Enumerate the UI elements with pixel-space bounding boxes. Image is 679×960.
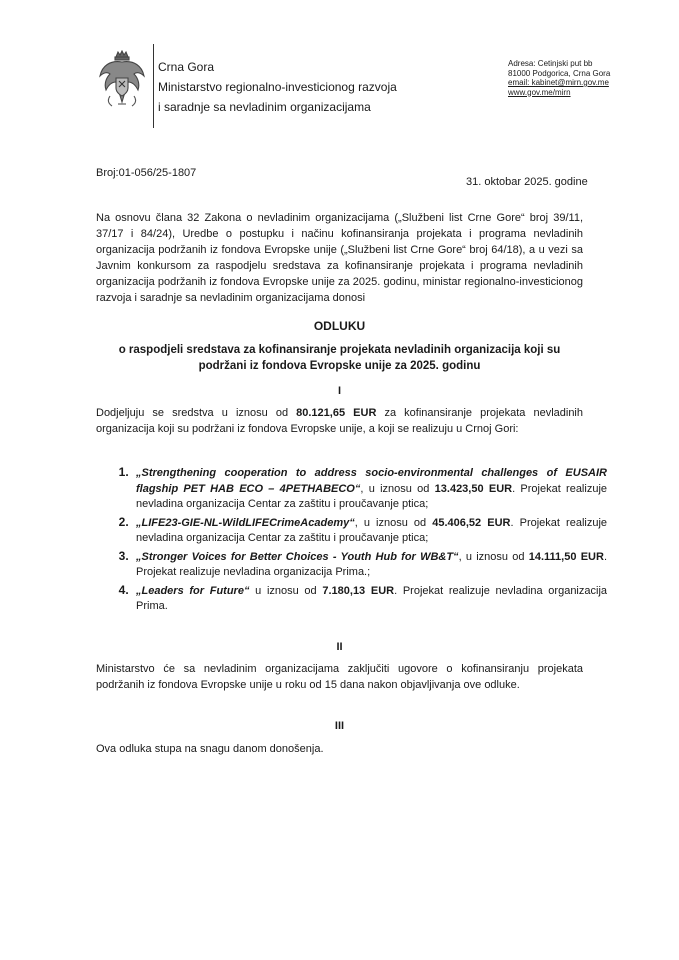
item-text: . Projekat realizuje nevladina organizacija Centar za zaštitu i proučavanje ptica; [136, 482, 608, 510]
ministry-name-cont: i saradnje sa nevladinim organizacijama [158, 100, 371, 114]
project-name: „LIFE23-GIE-NL-WildLIFECrimeAcademy“ [136, 516, 355, 529]
item-text: , u iznosu od [354, 516, 433, 529]
project-name: „Stronger Voices for Better Choices - Youth Hub for WB&T“ [136, 550, 459, 563]
section-3-heading: III [334, 720, 345, 732]
section-1-paragraph [96, 405, 583, 437]
item-text: , u iznosu od [360, 482, 435, 495]
project-amount: 7.180,13 EUR [322, 584, 395, 597]
website-link[interactable]: www.gov.me/mirn [508, 87, 571, 97]
decision-title: ODLUKU [313, 319, 366, 333]
project-list [108, 465, 607, 617]
coat-of-arms-icon [96, 50, 148, 112]
contact-block [508, 59, 610, 97]
item-text: . Projekat realizuje nevladina organizacija Prima.; [136, 550, 607, 578]
ministry-name: Ministarstvo regionalno-investicionog razvoja [158, 80, 397, 94]
item-text: u iznosu od [249, 584, 323, 597]
address-line: Adresa: Cetinjski put bb [508, 59, 593, 68]
organization-block [158, 57, 397, 117]
list-item [132, 515, 607, 547]
item-text: . Projekat realizuje nevladina organizacija Prima. [136, 584, 608, 612]
city-line: 81000 Podgorica, Crna Gora [508, 68, 611, 78]
section-1-heading: I [337, 385, 342, 397]
intro-paragraph: Na osnovu člana 32 Zakona o nevladinim organizacijama („Službeni list Crne Gore“ broj 39/11, 37/17 i 84/24), Uredbe o postupku i načinu kofinansiranja projekata i programa nevladinih organizacija podržanih iz fondova Evropske unije („Službeni list Crne Gore“ broj 64/18), a u vezi sa Javnim konkursom za raspodjelu sredstava za kofinansiranje projekata i programa nevladinih organizacija podržanih iz fondova Evropske unije za 2025. godinu, ministar regionalno-investicionog razvoja i saradnje sa nevladinim organizacijama donosi [96, 212, 583, 304]
item-text: . Projekat realizuje nevladina organizacija Centar za zaštitu i proučavanje ptica; [136, 516, 608, 544]
section-1-text-after: za kofinansiranje projekata nevladinih organizacija koji su podržani iz fondova Evropske unije, a koji se realizuju u Crnoj Gori: [96, 407, 583, 435]
project-amount: 45.406,52 EUR [432, 516, 511, 529]
decision-subtitle: o raspodjeli sredstava za kofinansiranje projekata nevladinih organizacija koji su podržani iz fondova Evropske unije za 2025. godinu [118, 344, 561, 372]
total-amount: 80.121,65 EUR [296, 407, 377, 419]
project-name: „Strengthening cooperation to address socio-environmental challenges of EUSAIR flagship PET HAB ECO – 4PETHABECO“ [136, 467, 607, 495]
section-1-text-before: Dodjeljuju se sredstva u iznosu od [96, 407, 297, 419]
list-item [132, 583, 607, 615]
document-date: 31. oktobar 2025. godine [466, 176, 588, 188]
country-name: Crna Gora [158, 60, 215, 74]
list-item [132, 465, 607, 513]
header-divider [153, 44, 154, 128]
email-link[interactable]: email: kabinet@mirn.gov.me [508, 78, 609, 87]
section-3-paragraph: Ova odluka stupa na snagu danom donošenja. [96, 743, 324, 755]
section-2-heading: II [336, 641, 343, 653]
project-amount: 13.423,50 EUR [434, 482, 513, 495]
list-item [132, 549, 607, 581]
item-text: , u iznosu od [458, 550, 529, 563]
section-2-paragraph: Ministarstvo će sa nevladinim organizacijama zaključiti ugovore o kofinansiranju projekata podržanih iz fondova Evropske unije u roku od 15 dana nakon objavljivanja ove odluke. [96, 663, 583, 691]
reference-number: Broj:01-056/25-1807 [96, 167, 197, 179]
project-amount: 14.111,50 EUR [528, 550, 604, 563]
project-name: „Leaders for Future“ [136, 584, 250, 597]
